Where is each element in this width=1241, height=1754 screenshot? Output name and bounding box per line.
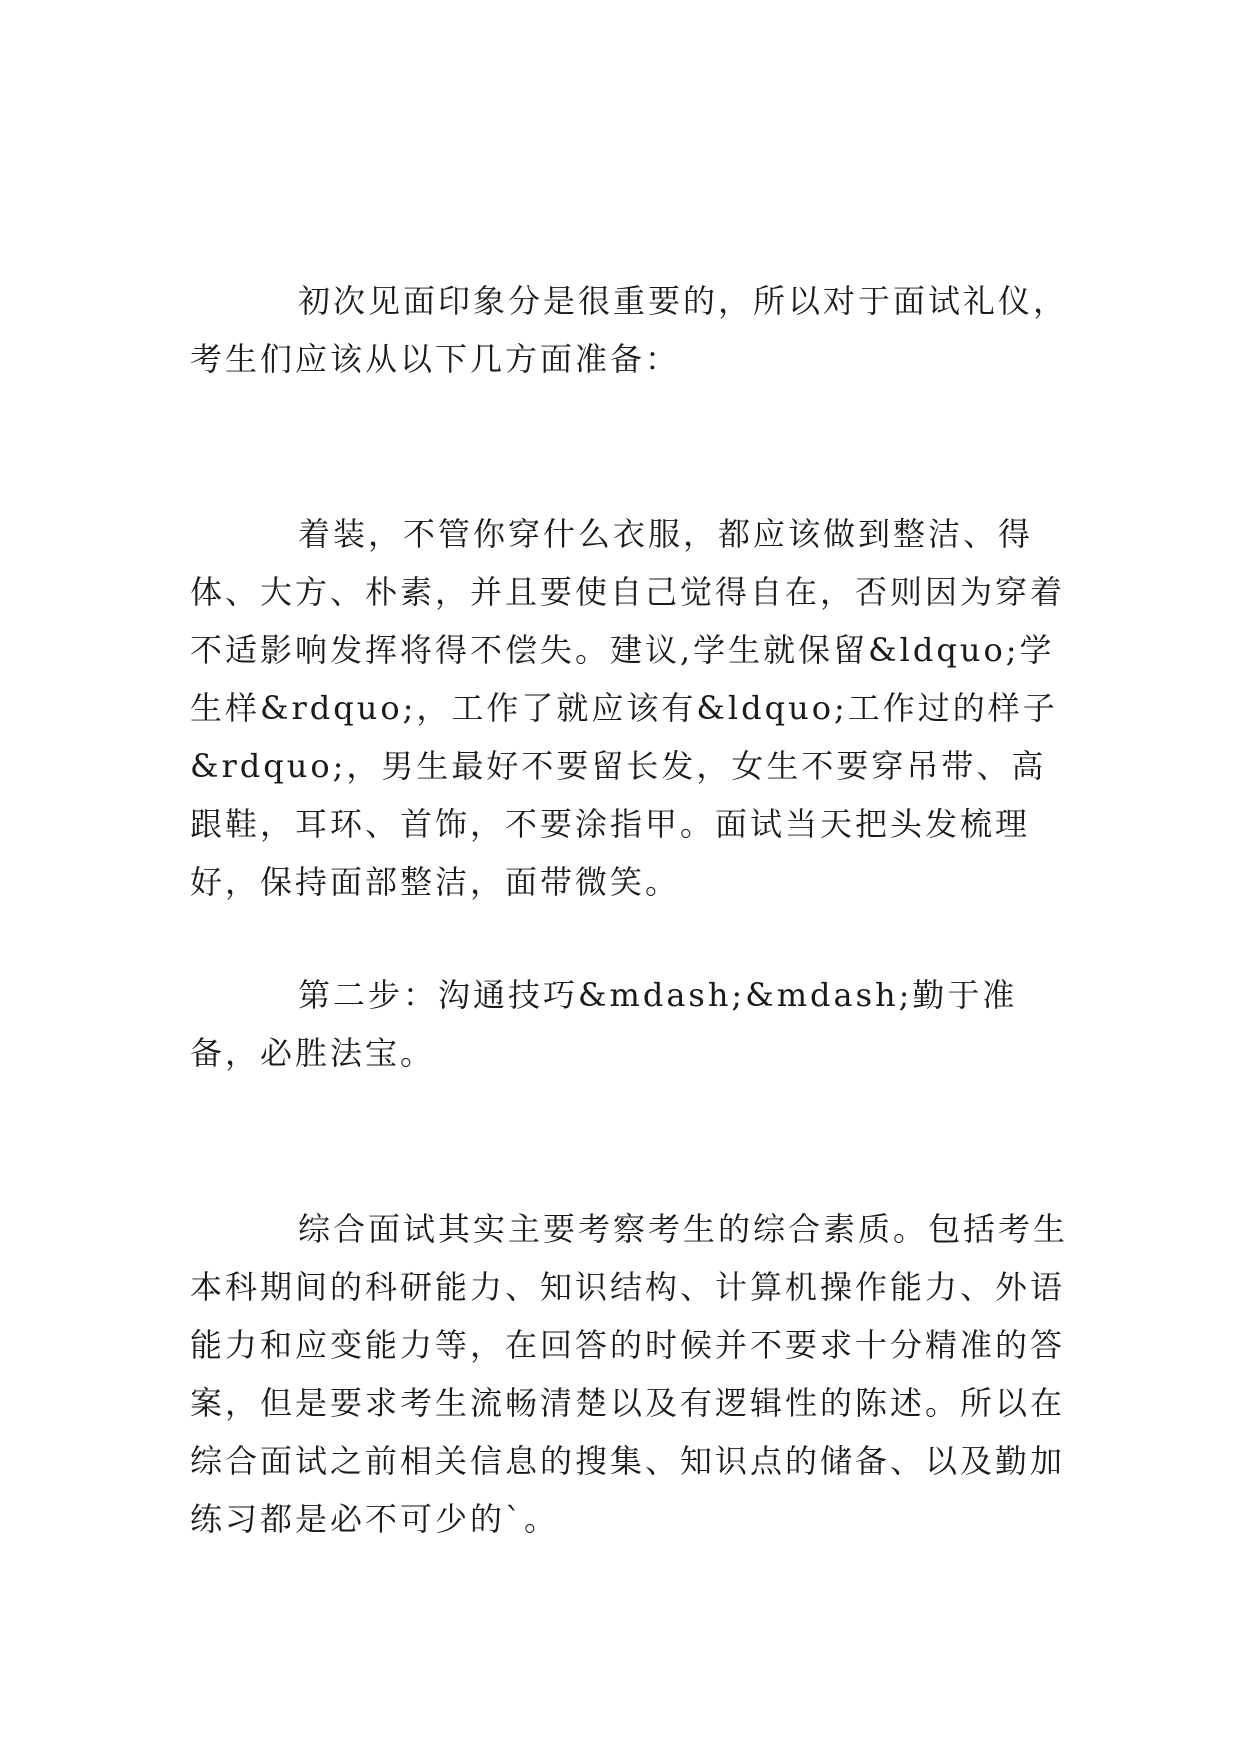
paragraph-dress-code: 着装，不管你穿什么衣服，都应该做到整洁、得体、大方、朴素，并且要使自己觉得自在，否则因为穿着不适影响发挥将得不偿失。建议,学生就保留&ldquo;学生样&rdquo;，工作了就应该有&ldquo;工作过的样子&rdquo;，男生最好不要留长发，女生不要穿吊带、高跟鞋，耳环、首饰，不要涂指甲。面试当天把头发梳理好，保持面部整洁，面带微笑。 (190, 515, 1066, 901)
paragraph-comprehensive-interview: 综合面试其实主要考察考生的综合素质。包括考生本科期间的科研能力、知识结构、计算机操作能力、外语能力和应变能力等，在回答的时候并不要求十分精准的答案，但是要求考生流畅清楚以及有逻辑性的陈述。所以在综合面试之前相关信息的搜集、知识点的储备、以及勤加练习都是必不可少的`。 (190, 1210, 1069, 1538)
paragraph-step-two-heading: 第二步：沟通技巧&mdash;&mdash;勤于准备，必胜法宝。 (190, 976, 1018, 1072)
paragraph-interview-etiquette-intro: 初次见面印象分是很重要的，所以对于面试礼仪，考生们应该从以下几方面准备： (190, 282, 1069, 378)
